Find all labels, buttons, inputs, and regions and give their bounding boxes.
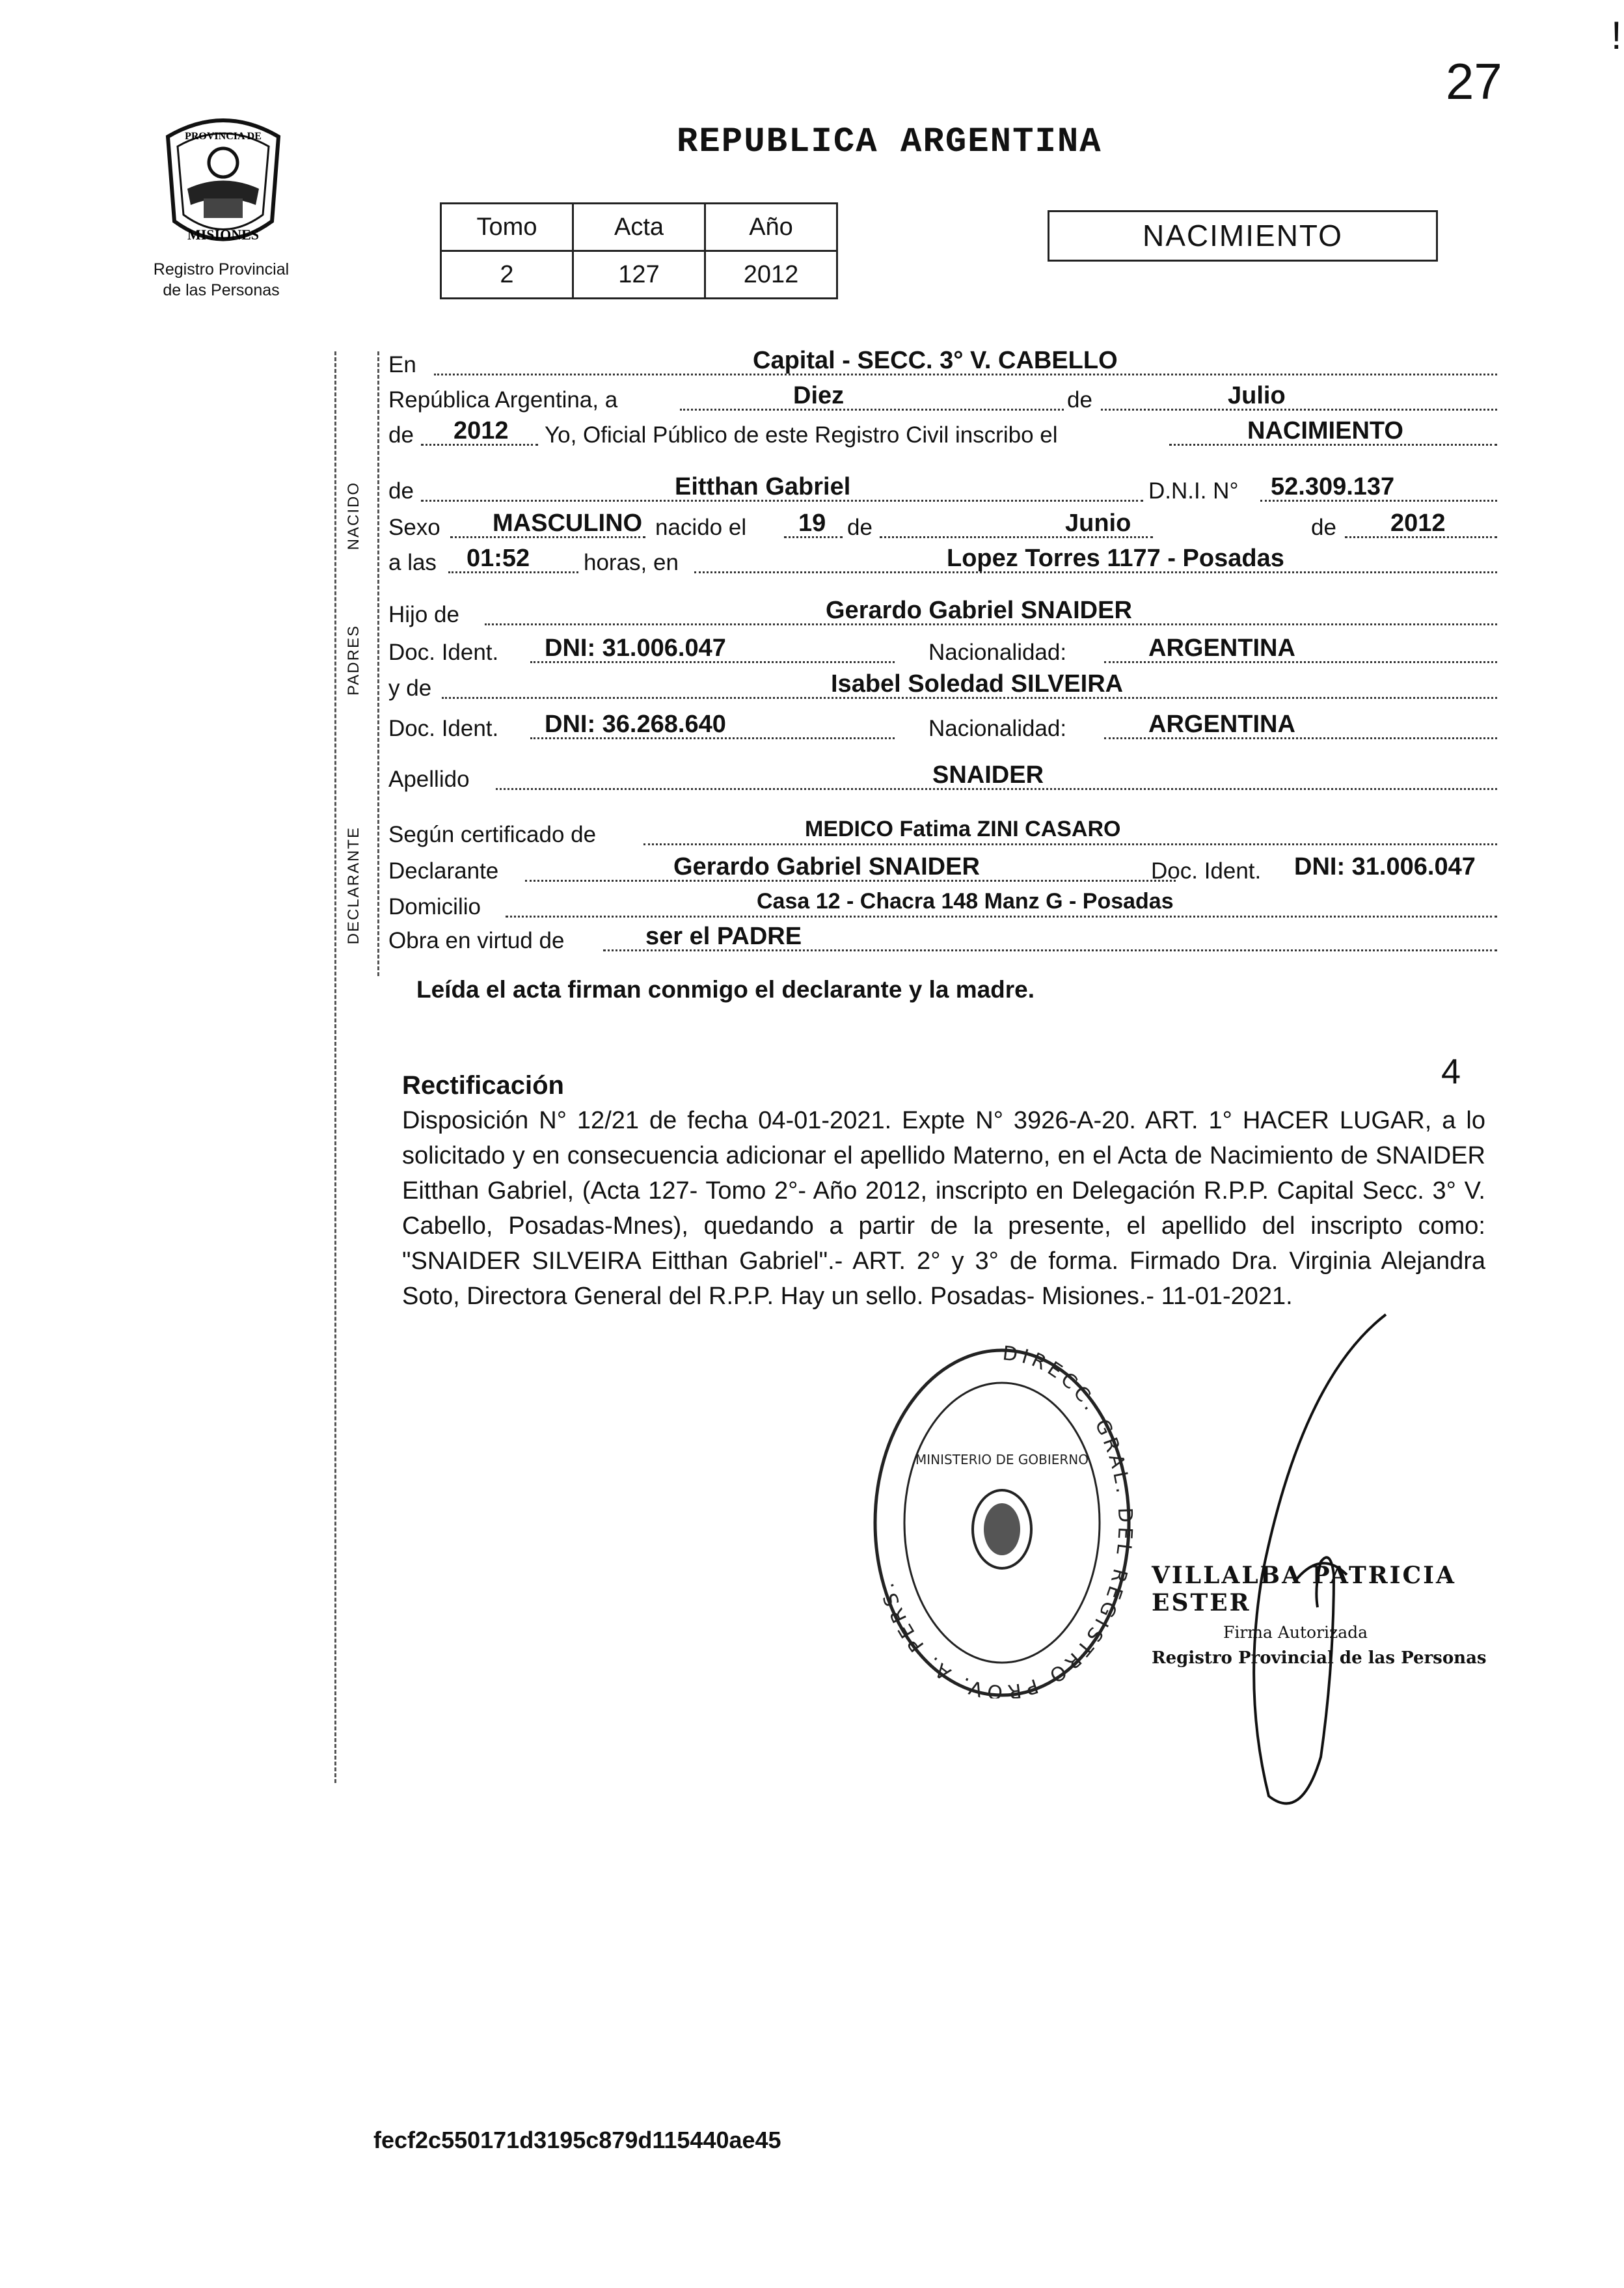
newborn-sex: MASCULINO	[493, 510, 643, 537]
signatory-name: VILLALBA PATRICIA ESTER	[1152, 1562, 1456, 1616]
born-label: nacido el	[655, 515, 747, 540]
declarant-address: Casa 12 - Chacra 148 Manz G - Posadas	[757, 889, 1174, 914]
form-line-registrar	[388, 417, 1497, 450]
side-label-born: NACIDO	[345, 482, 362, 551]
value-acta: 127	[573, 251, 705, 299]
form-line-mother	[388, 670, 1497, 703]
hours-label: horas, en	[584, 550, 679, 575]
father-nationality: ARGENTINA	[1148, 634, 1295, 662]
header-ano: Año	[705, 204, 837, 251]
father-doc-label: Doc. Ident.	[388, 640, 499, 665]
declarant-label: Declarante	[388, 858, 499, 884]
sex-label: Sexo	[388, 515, 440, 540]
birth-day: 19	[798, 510, 826, 537]
rectification-body: Disposición N° 12/21 de fecha 04-01-2021. Expte N° 3926-A-20. ART. 1° HACER LUGAR, a lo solicitado y en consecuencia adicionar el apellido Materno, en el Acta de Nacimiento de SNAIDER Eitthan Gabriel, (Acta 127- Tomo 2°- Año 2012, inscripto en Delegación R.P.P. Capital Secc. 3° V. Cabello, Posadas-Mnes), quedando a partir de la presente, el apellido del inscripto como: "SNAIDER SILVEIRA Eitthan Gabriel".- ART. 2° y 3° de forma. Firmado Dra. Virginia Alejandra Soto, Directora General del R.P.P. Hay un sello. Posadas- Misiones.- 11-01-2021.	[402, 1107, 1485, 1310]
document-type-box: NACIMIENTO	[1048, 210, 1438, 262]
mother-nationality: ARGENTINA	[1148, 711, 1295, 738]
birth-time: 01:52	[467, 545, 530, 572]
registration-year: 2012	[453, 417, 509, 444]
country-title: REPUBLICA ARGENTINA	[677, 122, 1102, 162]
mother-doc: DNI: 36.268.640	[545, 711, 726, 738]
form-line-capacity	[388, 923, 1497, 955]
header-tomo: Tomo	[441, 204, 573, 251]
rectification-title: Rectificación	[402, 1071, 564, 1100]
surname-value: SNAIDER	[932, 761, 1044, 789]
en-label: En	[388, 352, 416, 377]
document-hash: fecf2c550171d3195c879d115440ae45	[373, 2127, 781, 2153]
declarant-capacity: ser el PADRE	[645, 923, 802, 950]
certificate-value: MEDICO Fatima ZINI CASARO	[805, 817, 1121, 841]
event-type: NACIMIENTO	[1247, 417, 1403, 444]
time-label: a las	[388, 550, 437, 575]
value-ano: 2012	[705, 251, 837, 299]
month-de-label: de	[1067, 387, 1092, 413]
form-line-sex	[388, 510, 1497, 542]
mother-label: y de	[388, 675, 432, 701]
mother-nationality-label: Nacionalidad:	[928, 716, 1067, 741]
form-line-father-doc	[388, 634, 1497, 667]
father-doc: DNI: 31.006.047	[545, 634, 726, 662]
registrar-text: Yo, Oficial Público de este Registro Civil inscribo el	[545, 422, 1058, 448]
value-tomo: 2	[441, 251, 573, 299]
header-acta: Acta	[573, 204, 705, 251]
newborn-name: Eitthan Gabriel	[675, 473, 851, 500]
rectification-number: 4	[1441, 1052, 1461, 1091]
logo-caption	[124, 259, 319, 301]
reference-table	[440, 202, 838, 299]
signatory-office: Registro Provincial de las Personas	[1152, 1648, 1487, 1668]
father-label: Hijo de	[388, 602, 459, 627]
birth-month-label: de	[847, 515, 873, 540]
province-seal-logo	[142, 111, 304, 260]
signatory-role: Firma Autorizada	[1223, 1623, 1368, 1642]
form-line-date	[388, 382, 1497, 415]
mother-name: Isabel Soledad SILVEIRA	[831, 670, 1124, 698]
dni-label: D.N.I. N°	[1148, 478, 1239, 504]
form-line-surname	[388, 761, 1497, 794]
signature-block	[1152, 1562, 1516, 1668]
form-line-time	[388, 545, 1497, 577]
surname-label: Apellido	[388, 767, 470, 792]
official-stamp	[859, 1334, 1145, 1698]
form-line-name	[388, 473, 1497, 506]
capacity-label: Obra en virtud de	[388, 928, 565, 953]
page-number: 27	[1446, 53, 1502, 110]
registration-month: Julio	[1228, 382, 1286, 409]
seal-text-bottom: MISIONES	[187, 226, 260, 243]
mother-doc-label: Doc. Ident.	[388, 716, 499, 741]
margin-rule-inner	[377, 351, 379, 976]
seal-text-top: PROVINCIA DE	[185, 131, 262, 142]
logo-caption-line1: Registro Provincial	[153, 260, 290, 279]
address-label: Domicilio	[388, 894, 481, 919]
registration-place: Capital - SECC. 3° V. CABELLO	[753, 347, 1118, 374]
side-label-declarant: DECLARANTE	[345, 826, 362, 945]
stamp-ring-text: DIRECC. GRAL. DEL REGISTRO PROV. A. PERS.	[874, 1342, 1137, 1698]
closing-statement: Leída el acta firman conmigo el declarante y la madre.	[416, 976, 1035, 1003]
father-nationality-label: Nacionalidad:	[928, 640, 1067, 665]
republica-label: República Argentina, a	[388, 387, 618, 413]
name-de-label: de	[388, 478, 414, 504]
newborn-dni: 52.309.137	[1271, 473, 1395, 500]
birth-place: Lopez Torres 1177 - Posadas	[947, 545, 1284, 572]
side-label-parents: PADRES	[345, 625, 362, 696]
form-line-certificate	[388, 817, 1497, 849]
margin-rule	[334, 351, 336, 1783]
registration-day: Diez	[793, 382, 845, 409]
declarant-doc: DNI: 31.006.047	[1294, 853, 1476, 880]
form-line-mother-doc	[388, 711, 1497, 743]
certificate-label: Según certificado de	[388, 822, 597, 847]
form-line-place	[388, 347, 1497, 379]
birth-month: Junio	[1065, 510, 1131, 537]
corner-mark: !	[1611, 14, 1622, 57]
form-line-declarant	[388, 853, 1497, 886]
form-line-father	[388, 597, 1497, 629]
form-line-address	[388, 889, 1497, 921]
stamp-inner-text: MINISTERIO DE GOBIERNO	[915, 1452, 1089, 1467]
declarant-name: Gerardo Gabriel SNAIDER	[673, 853, 980, 880]
logo-caption-line2: de las Personas	[163, 281, 280, 299]
declarant-doc-label: Doc. Ident.	[1151, 858, 1262, 884]
year-de-label: de	[388, 422, 414, 448]
father-name: Gerardo Gabriel SNAIDER	[826, 597, 1132, 624]
birth-year: 2012	[1390, 510, 1446, 537]
birth-year-label: de	[1311, 515, 1336, 540]
